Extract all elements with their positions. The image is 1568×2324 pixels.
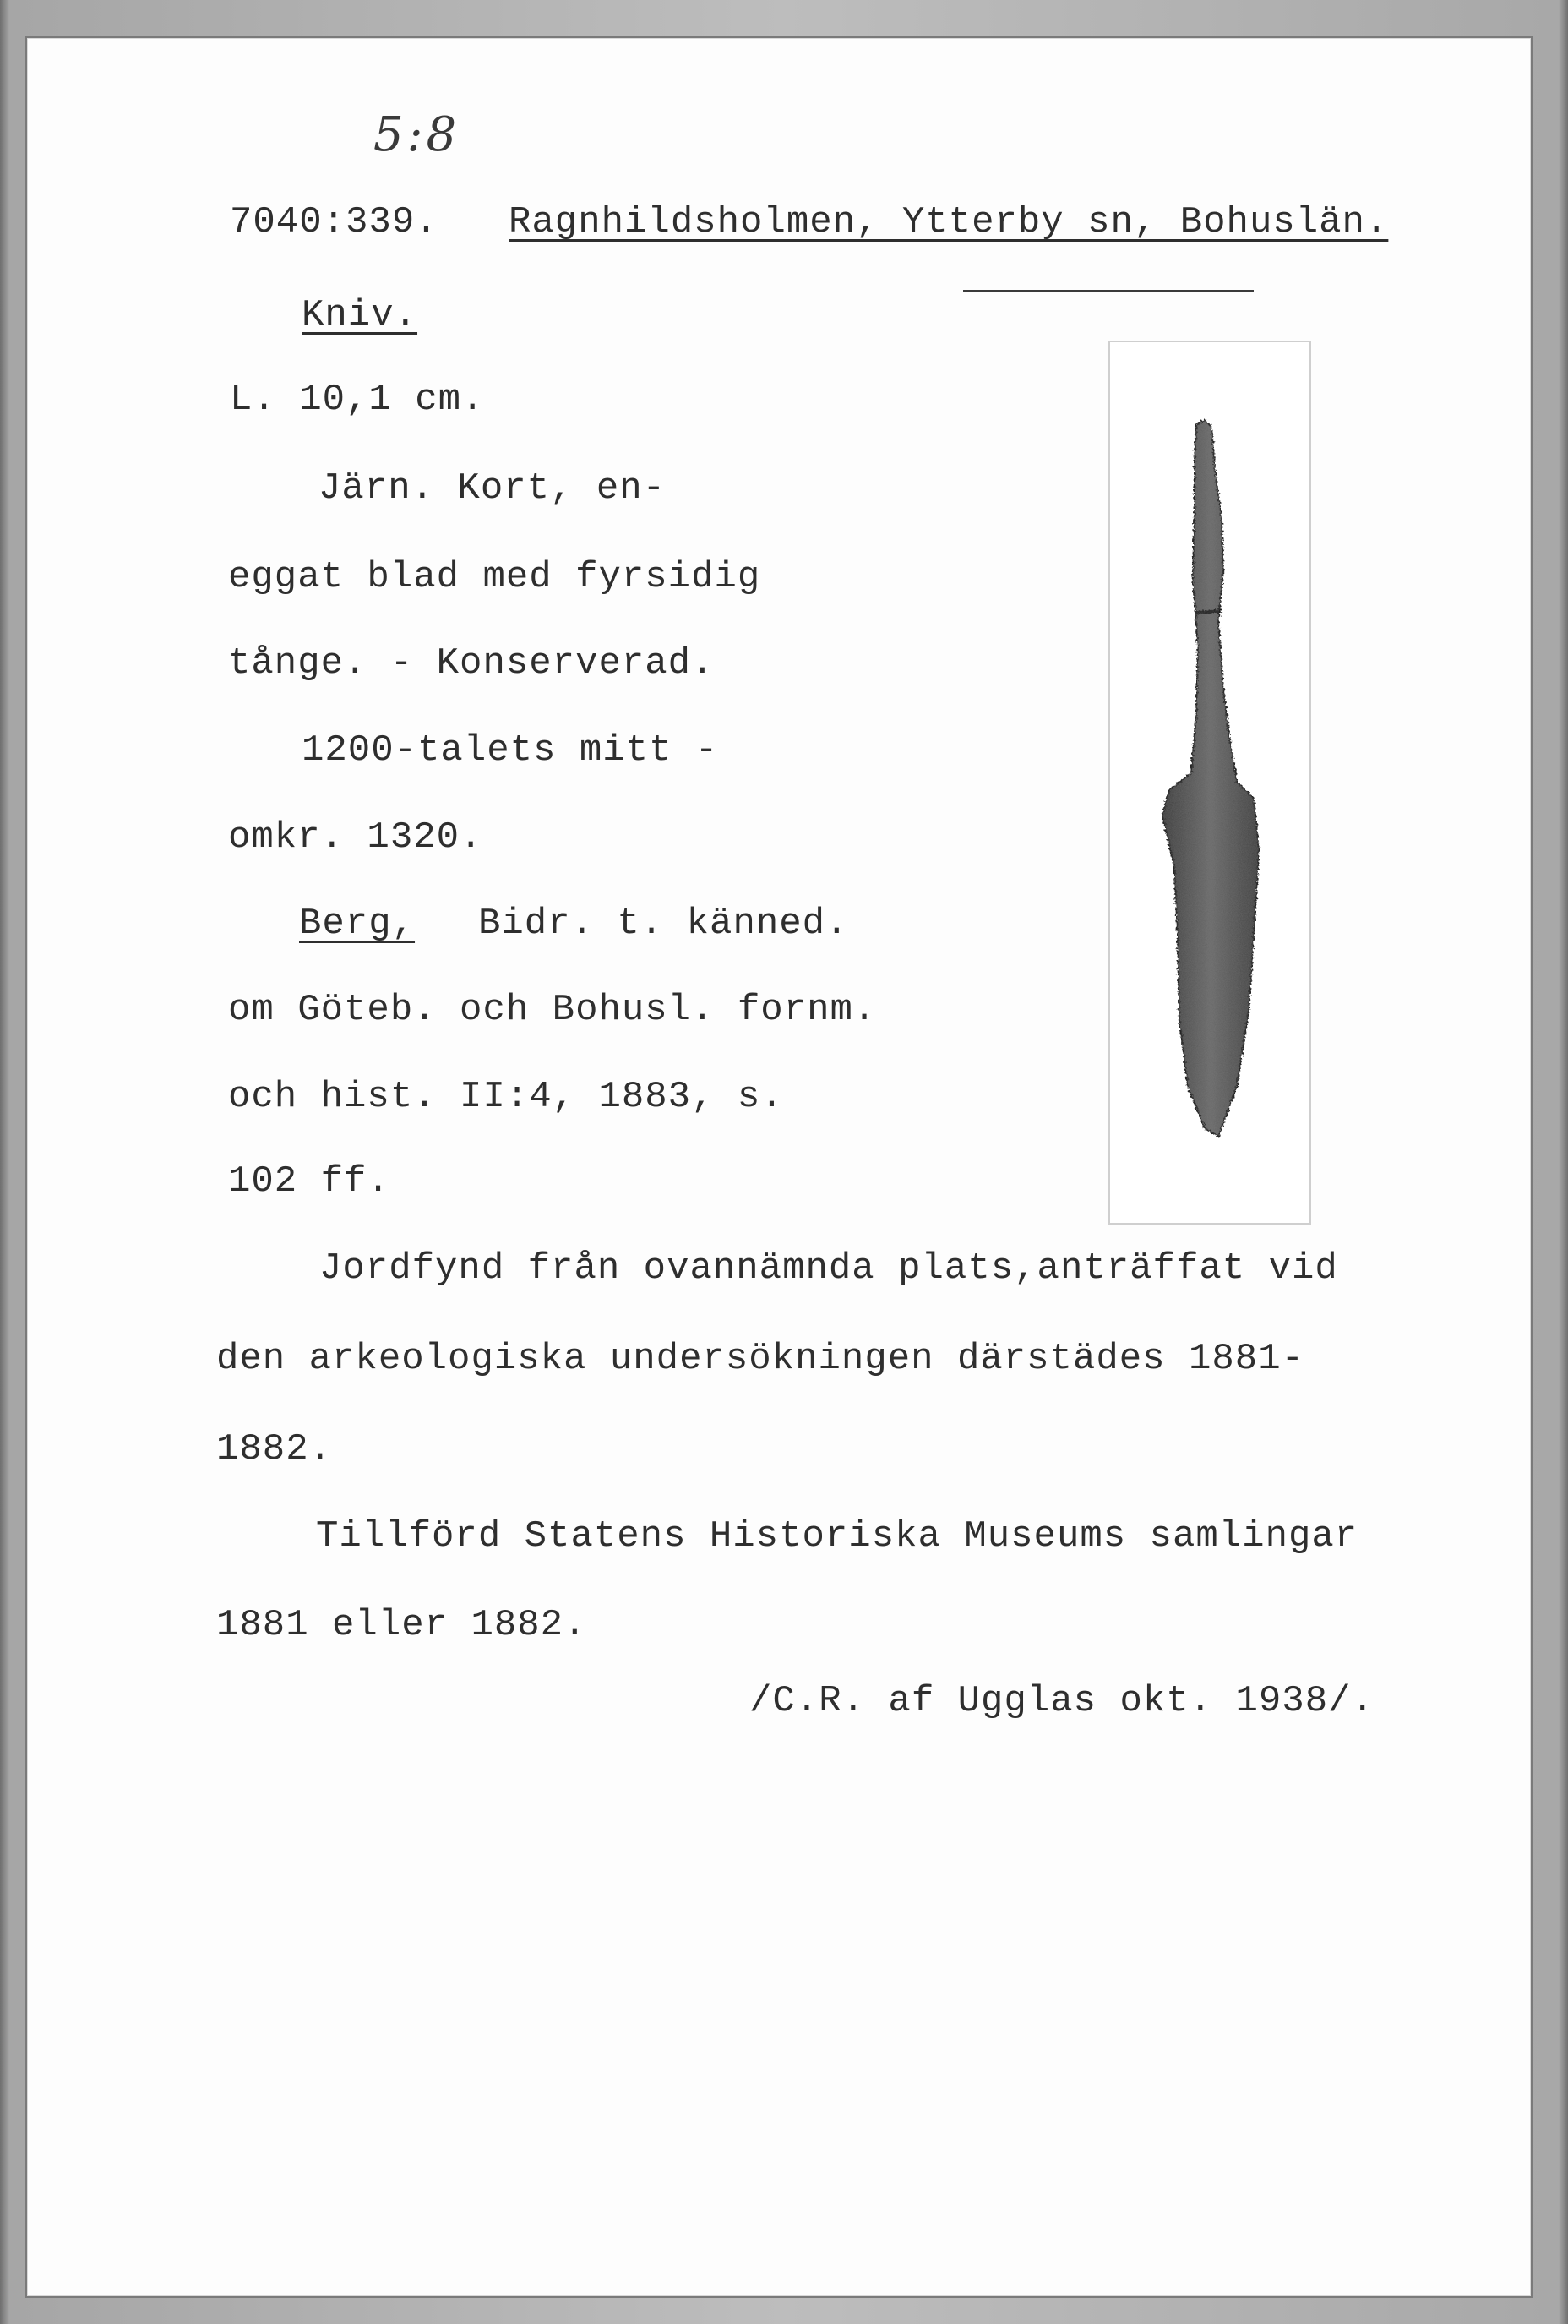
knife-photo — [1110, 342, 1309, 1223]
reference-line: och hist. II:4, 1883, s. — [228, 1076, 784, 1118]
description-line: Järn. Kort, en- — [318, 467, 667, 510]
find-circumstances-line: Jordfynd från ovannämnda plats,anträffat vid — [319, 1247, 1338, 1290]
find-location: Ragnhildsholmen, Ytterby sn, Bohuslän. — [509, 201, 1389, 243]
description-line: tånge. - Konserverad. — [228, 642, 715, 685]
handwritten-number: 5:8 — [373, 107, 460, 162]
catalog-card — [27, 38, 1531, 2296]
reference-author: Berg, — [299, 903, 416, 945]
reference-line: 102 ff. — [228, 1160, 390, 1203]
reference-line: om Göteb. och Bohusl. fornm. — [228, 989, 877, 1031]
find-circumstances-line: den arkeologiska undersökningen därstädes 1881- — [216, 1338, 1305, 1380]
cataloguer-signature: /C.R. af Ugglas okt. 1938/. — [749, 1680, 1375, 1722]
find-circumstances-line: 1882. — [216, 1428, 333, 1470]
dating-line: omkr. 1320. — [228, 816, 483, 859]
inventory-number: 7040:339. — [230, 201, 438, 243]
object-name: Kniv. — [302, 294, 418, 336]
knife-texture — [1162, 420, 1259, 1137]
object-length: L. 10,1 cm. — [230, 379, 485, 421]
location-underline — [963, 290, 1254, 292]
dating-line: 1200-talets mitt - — [302, 729, 719, 772]
photo-frame — [1108, 341, 1311, 1225]
description-line: eggat blad med fyrsidig — [228, 556, 761, 598]
reference-line: Bidr. t. känned. — [478, 903, 849, 945]
acquisition-line: Tillförd Statens Historiska Museums samlingar — [316, 1515, 1358, 1558]
acquisition-line: 1881 eller 1882. — [216, 1604, 587, 1646]
